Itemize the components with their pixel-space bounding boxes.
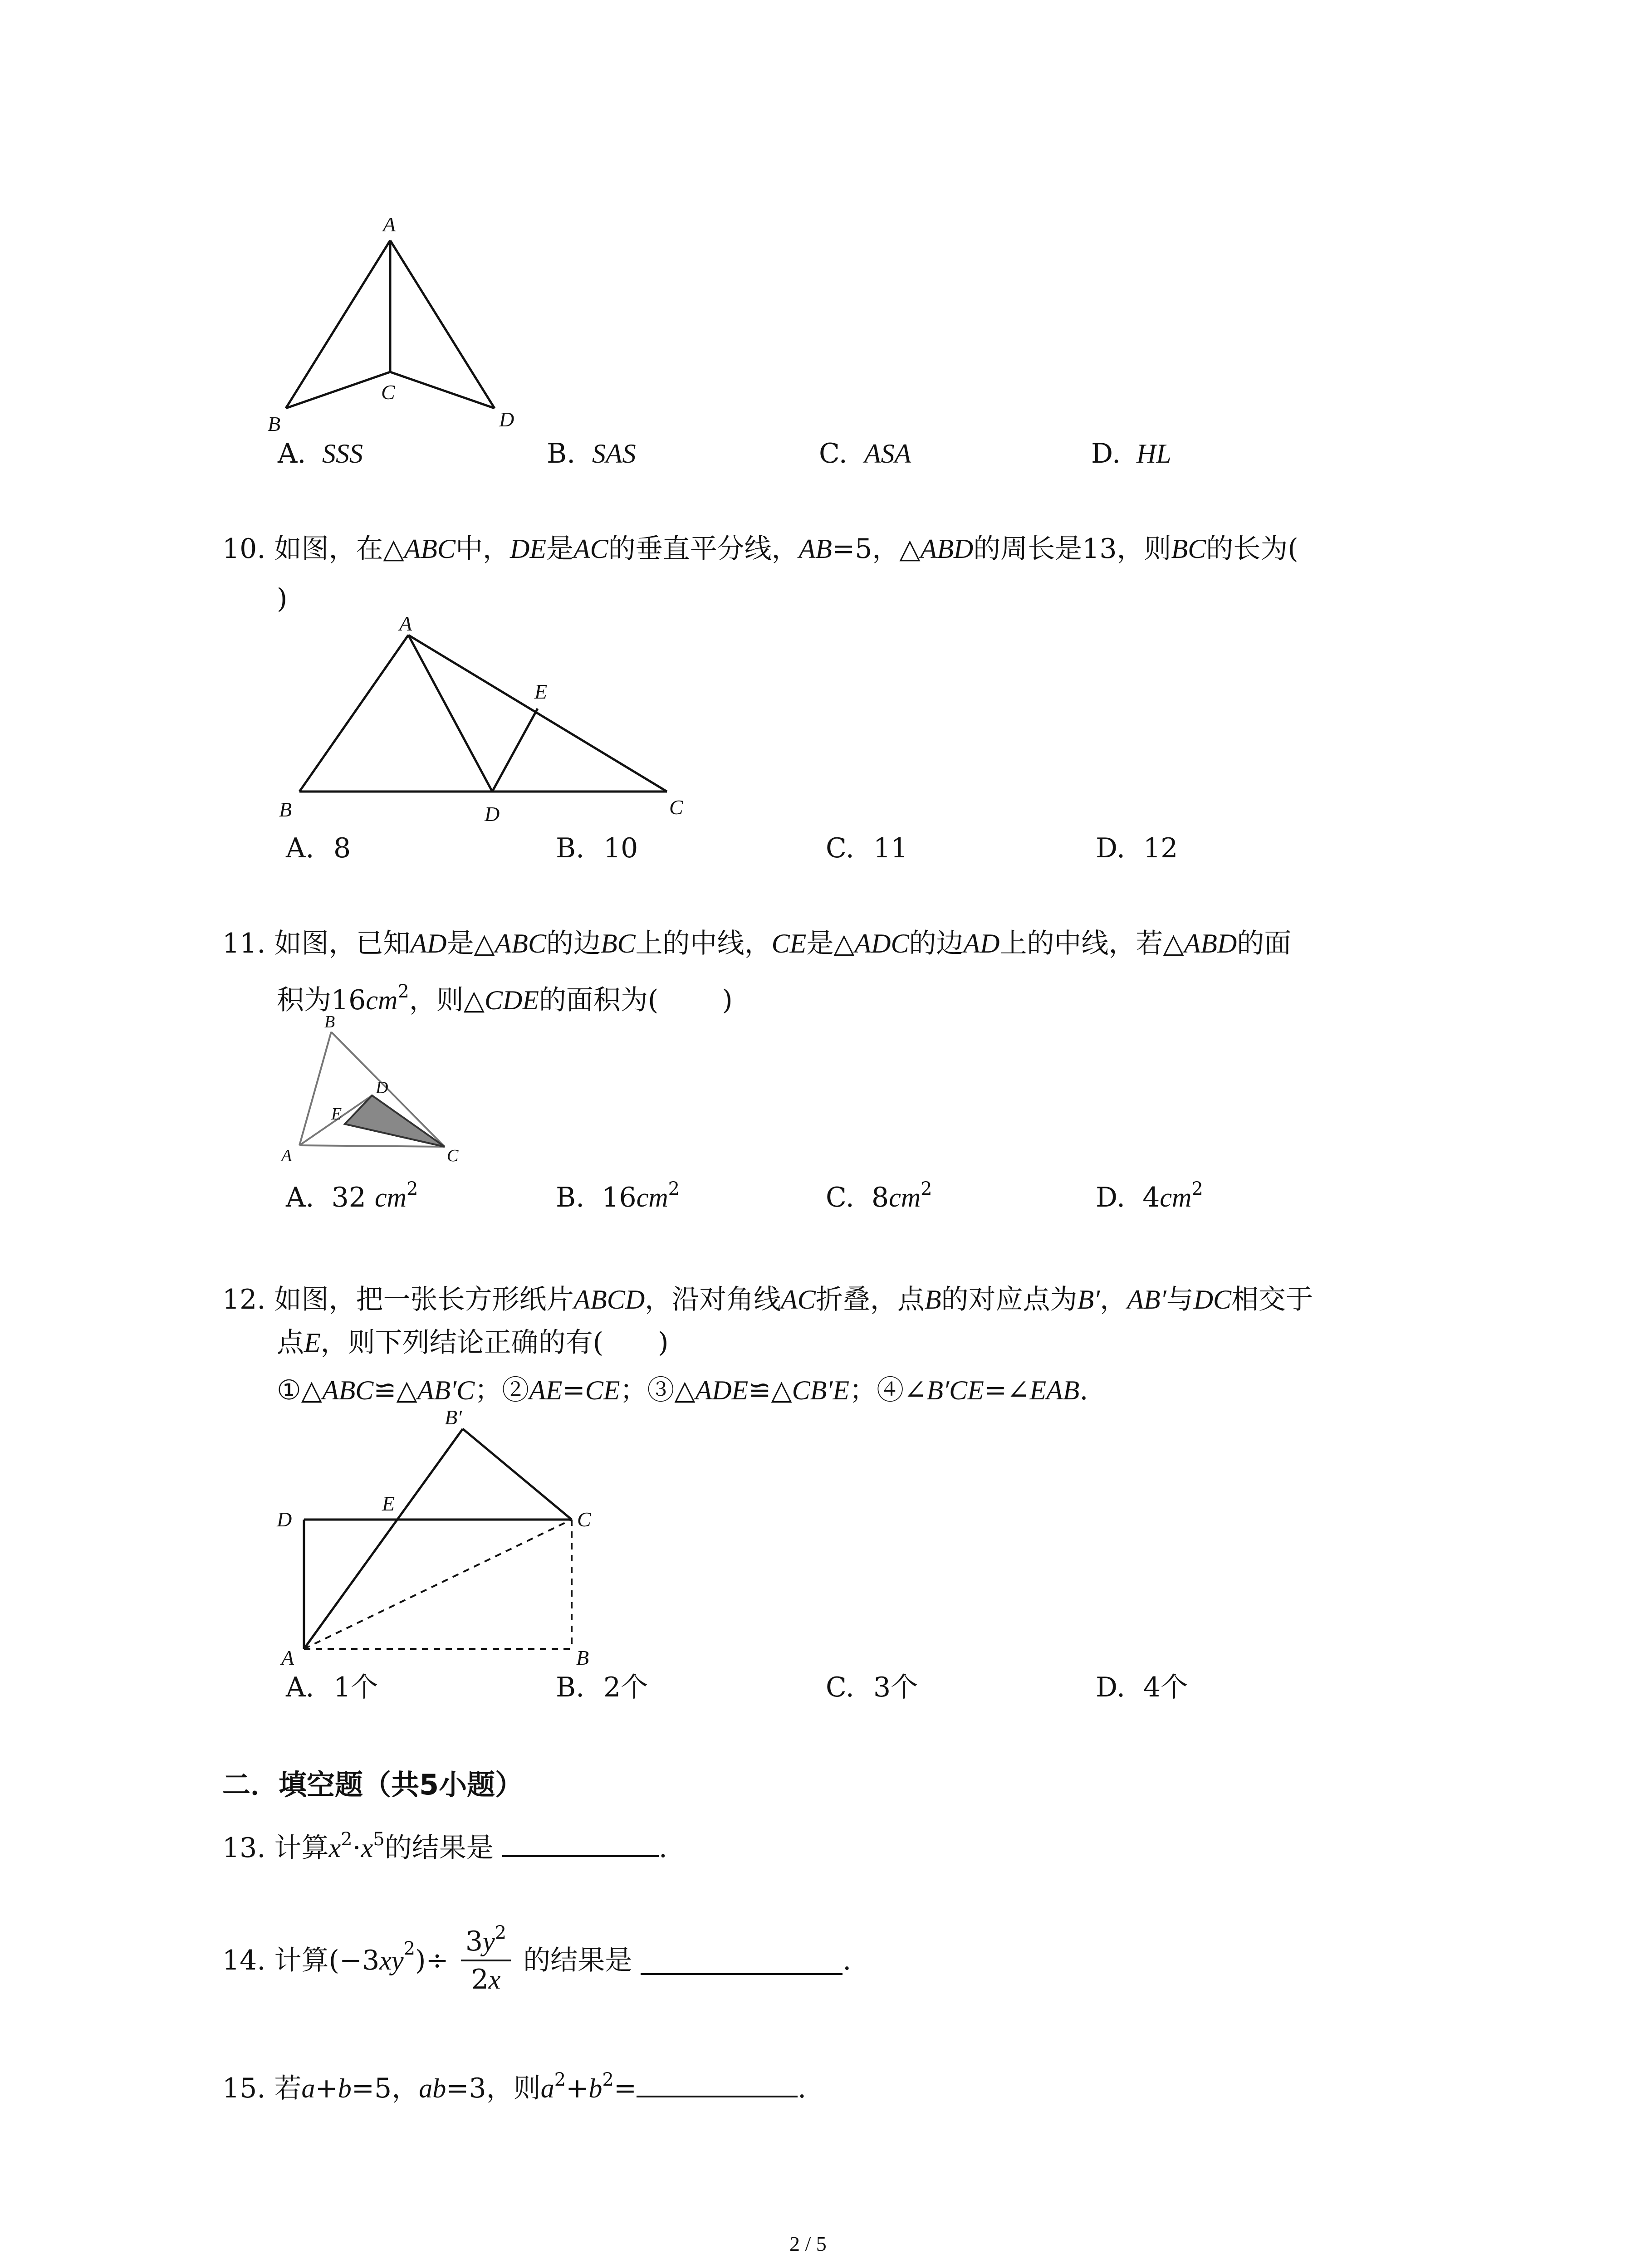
- q12-label-b-prime: B′: [445, 1406, 462, 1429]
- q12-option-d-text: 4个: [1143, 1672, 1188, 1703]
- q11-label-a: A: [281, 1146, 292, 1165]
- q10-option-b-text: 10: [603, 832, 638, 864]
- q9-option-d-letter: D.: [1091, 438, 1121, 469]
- q10-stem-line2: ): [277, 583, 288, 615]
- page-number: 2 / 5: [789, 2232, 827, 2255]
- q12-label-b: B: [576, 1646, 589, 1669]
- q13-answer-blank[interactable]: [502, 1828, 659, 1857]
- q11-option-c: C. $8cm^2$: [826, 1178, 932, 1213]
- q9-option-a-letter: A.: [278, 438, 306, 469]
- q15-stem: 15. 若a+b=5，ab=3，则$a^2+b^2=$ .: [222, 2069, 807, 2104]
- q10-label-e: E: [534, 680, 548, 703]
- q9-label-c: C: [381, 381, 395, 404]
- q12-option-a-letter: A.: [286, 1672, 314, 1703]
- q10-option-a-text: 8: [333, 832, 351, 864]
- q13-stem: 13. 计算$x^2\cdot x^5$的结果是 .: [222, 1829, 667, 1864]
- q12-label-a: A: [281, 1646, 294, 1669]
- q10-option-c-letter: C.: [826, 832, 854, 864]
- q14-stem: 14. 计算$(-3xy^2)\div$ $\frac{3y^2}{2x}$ 的结果是 .: [222, 1923, 851, 1998]
- q10-option-b-letter: B.: [556, 832, 585, 864]
- q12-stem-line2: 点E，则下列结论正确的有( ): [277, 1327, 669, 1359]
- q10-figure: [263, 612, 717, 830]
- q11-stem-line2: 积为$16cm^2$，则△CDE的面积为( ): [277, 981, 733, 1016]
- q9-label-d: D: [499, 408, 514, 431]
- q14-answer-blank[interactable]: [641, 1946, 843, 1975]
- q15-answer-blank[interactable]: [637, 2068, 798, 2097]
- q12-option-a-text: 1个: [333, 1672, 378, 1703]
- q12-label-c: C: [577, 1508, 591, 1531]
- q12-option-b-text: 2个: [603, 1672, 648, 1703]
- q12-label-d: D: [277, 1508, 292, 1531]
- q10-label-d: D: [485, 802, 500, 826]
- q12-label-e: E: [382, 1492, 395, 1515]
- q10-option-c-text: 11: [873, 832, 908, 864]
- q9-label-a: A: [383, 213, 396, 236]
- q11-option-a: A. 32 $cm^2$: [286, 1178, 418, 1213]
- q9-label-b: B: [268, 412, 281, 435]
- q12-stem-line1: 12. 如图，把一张长方形纸片ABCD，沿对角线AC折叠，点B的对应点为B′，AB′与DC相交于: [222, 1284, 1313, 1315]
- q12-figure: [263, 1406, 626, 1678]
- q11-option-d: D. $4cm^2$: [1096, 1178, 1203, 1213]
- q10-option-a-letter: A.: [286, 832, 314, 864]
- q11-label-c: C: [447, 1146, 459, 1165]
- q10-option-d-letter: D.: [1096, 832, 1126, 864]
- q10-label-b: B: [279, 798, 292, 821]
- q9-option-b-letter: B.: [547, 438, 576, 469]
- q10-label-a: A: [399, 612, 412, 635]
- q14-fraction: $\frac{3y^2}{2x}$: [461, 1923, 511, 1998]
- q12-option-c-letter: C.: [826, 1672, 854, 1703]
- q9-option-d-text: HL: [1136, 439, 1171, 469]
- q11-option-b: B. $16cm^2$: [556, 1178, 680, 1213]
- q11-label-b: B: [324, 1012, 335, 1031]
- q11-label-e: E: [331, 1105, 342, 1124]
- q10-label-c: C: [669, 796, 683, 819]
- q12-option-d-letter: D.: [1096, 1672, 1126, 1703]
- q11-figure: [268, 1012, 472, 1184]
- q11-label-d: D: [376, 1078, 388, 1097]
- q9-option-b-text: SAS: [592, 439, 636, 469]
- q9-option-c-text: ASA: [864, 439, 911, 469]
- q10-stem-line1: 10. 如图，在△ABC中，DE是AC的垂直平分线，AB=5，△ABD的周长是13，则BC的长为(: [222, 533, 1298, 565]
- q12-option-b-letter: B.: [556, 1672, 585, 1703]
- q12-option-c-text: 3个: [873, 1672, 918, 1703]
- q12-statements: ①△ABC≌△AB′C；②AE=CE；③△ADE≌△CB′E；④∠B′CE=∠EAB.: [277, 1374, 1088, 1406]
- q10-option-d-text: 12: [1143, 832, 1178, 864]
- q11-stem-line1: 11. 如图，已知AD是△ABC的边BC上的中线，CE是△ADC的边AD上的中线，若△ABD的面: [222, 928, 1292, 959]
- section-heading: 二．填空题（共5小题）: [222, 1768, 524, 1801]
- q9-option-c-letter: C.: [819, 438, 847, 469]
- q9-figure: [254, 209, 526, 445]
- q9-option-a-text: SSS: [322, 439, 363, 469]
